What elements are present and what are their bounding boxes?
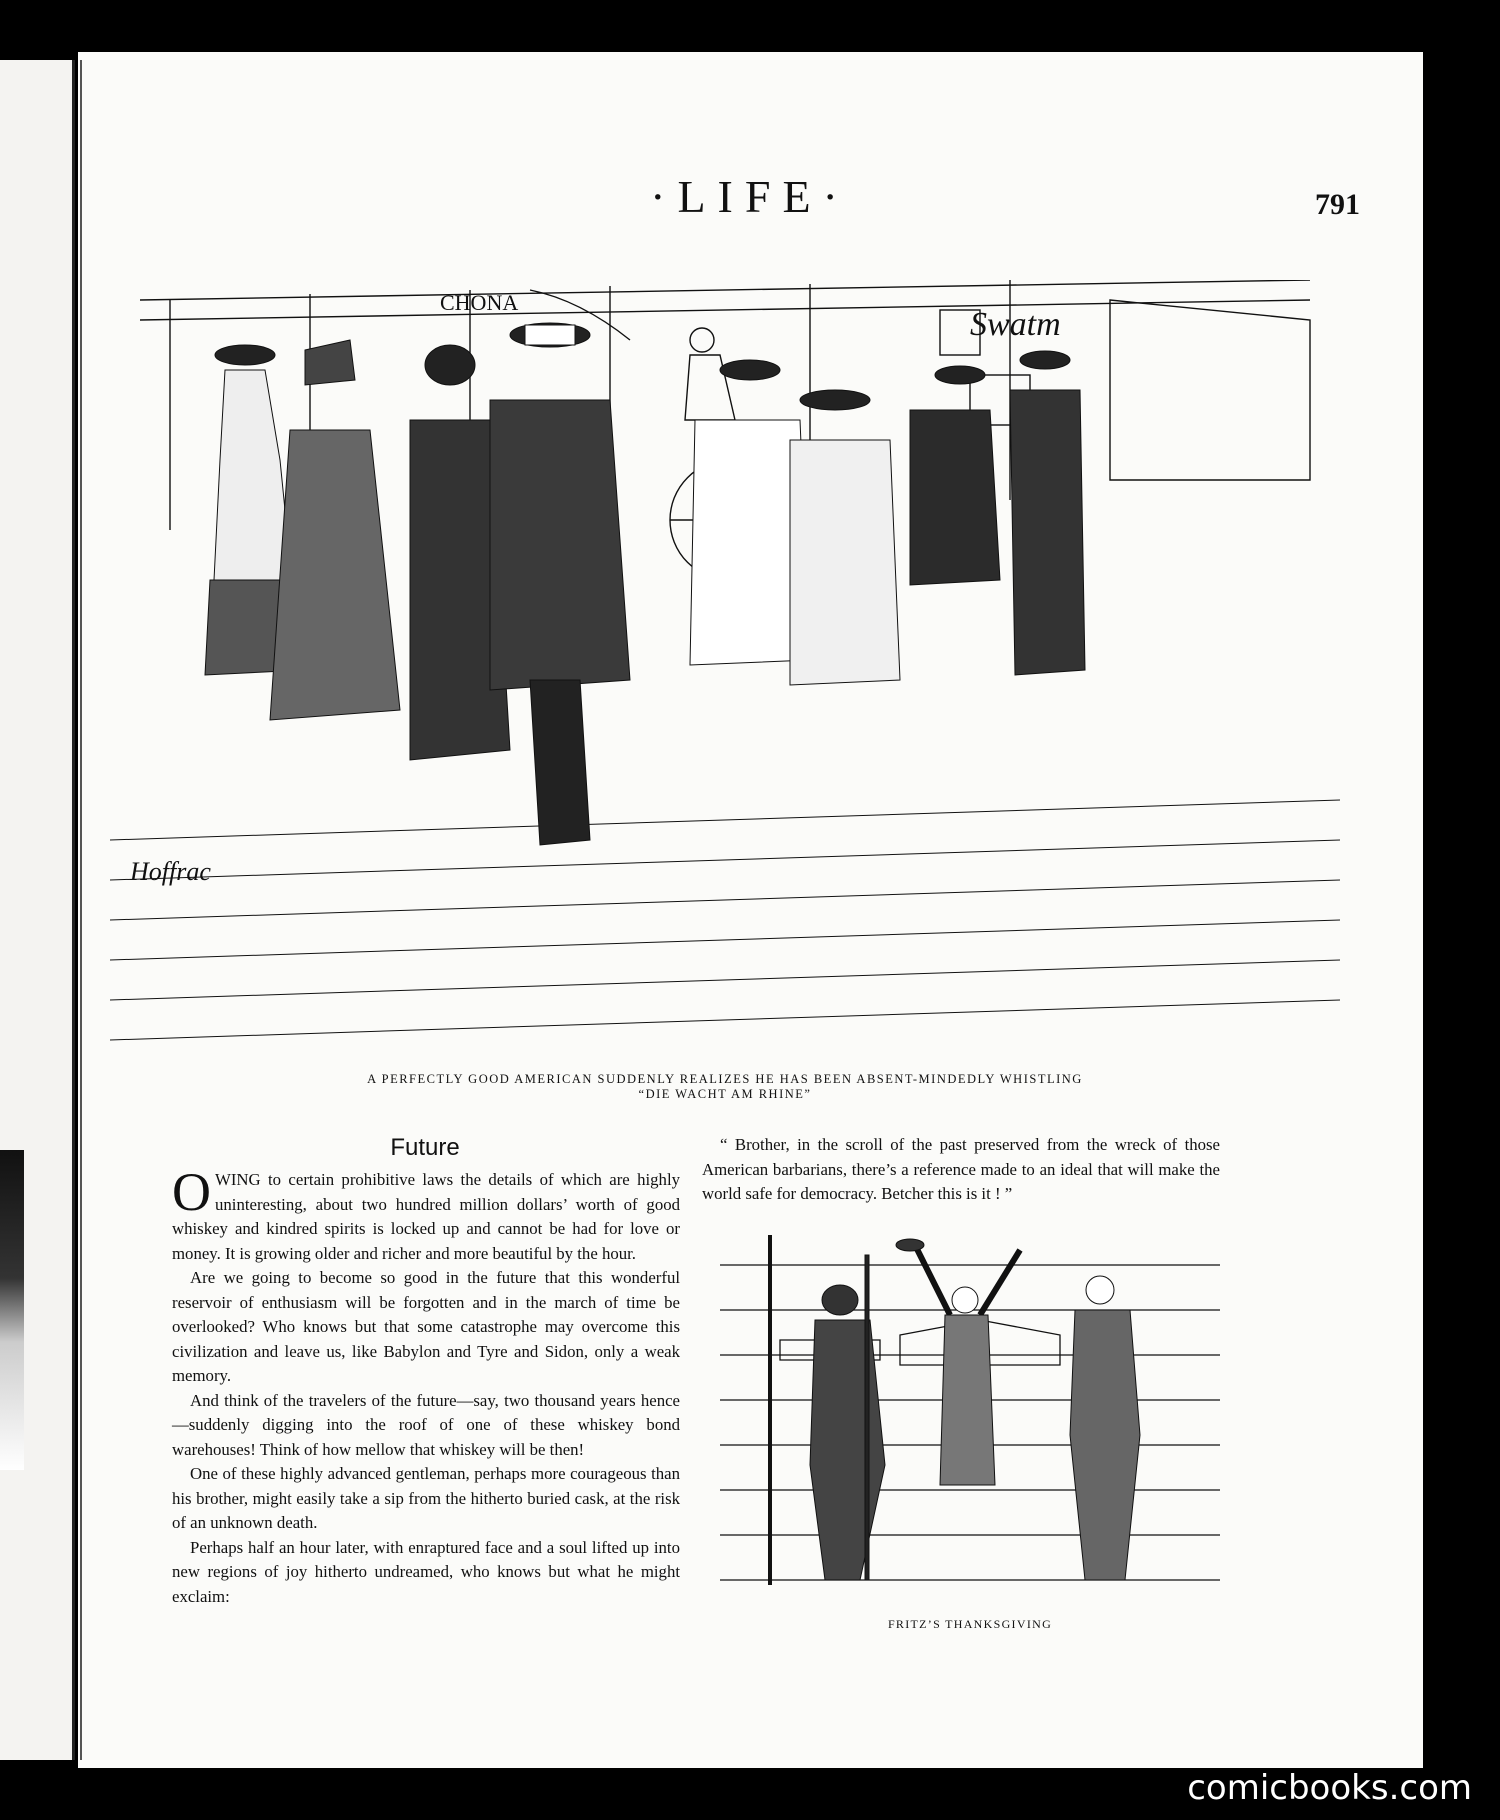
street-scene-cartoon xyxy=(110,280,1340,1050)
paragraph-2: Are we going to become so good in the future that this wonderful reservoir of enthusiasm will be forgotten and in the march of time be overlooked? Who knows but that some catastrophe may overcome this civilization and leave us, like Babylon and Tyre and Sidon, only a weak memory. xyxy=(172,1268,680,1385)
paragraph-1-text: WING to certain prohibitive laws the details of which are highly uninteresting, about two hundred million dollars’ worth of good whiskey and kindred spirits is locked up and cannot be had for love or money. It is growing older and richer and more beautiful by the hour. xyxy=(172,1170,680,1263)
artist-signature: Hoffrac xyxy=(130,857,211,886)
paragraph-1 xyxy=(172,1162,680,1266)
page-gutter xyxy=(80,60,82,1760)
paragraph-5: Perhaps half an hour later, with enraptured face and a soul lifted up into new regions of joy hitherto undreamed, who knows but what he might exclaim: xyxy=(172,1537,680,1606)
paragraph-3: And think of the travelers of the future—say, two thousand years hence—suddenly digging into the roof of one of these whiskey bond warehouses! Think of how mellow that whiskey will be then! xyxy=(172,1390,680,1459)
facing-page-edge xyxy=(0,60,75,1760)
drop-cap: O xyxy=(172,1162,211,1222)
main-caption-line2: “DIE WACHT AM RHINE” xyxy=(638,1087,812,1101)
article-column-right xyxy=(702,1133,1220,1207)
watermark: comicbooks.com xyxy=(1187,1768,1472,1808)
main-caption-line1: A PERFECTLY GOOD AMERICAN SUDDENLY REALIZES HE HAS BEEN ABSENT-MINDEDLY WHISTLING xyxy=(367,1072,1083,1086)
shop-sign-right: Swatm xyxy=(970,306,1061,343)
article-title: Future xyxy=(390,1134,460,1161)
shop-sign-left: CHONA xyxy=(440,290,519,315)
article-column-left xyxy=(172,1162,680,1609)
facing-page-illustration-fragment xyxy=(0,1150,24,1470)
page-number: 791 xyxy=(1315,188,1360,221)
fence-cartoon-caption: FRITZ’S THANKSGIVING xyxy=(887,1617,1053,1631)
running-head: ·LIFE· xyxy=(650,171,850,222)
main-cartoon-caption xyxy=(210,1072,1240,1102)
fence-cartoon xyxy=(720,1235,1220,1605)
paragraph-6: “ Brother, in the scroll of the past preserved from the wreck of those American barbarians, there’s a reference made to an ideal that will make the world safe for democracy. Betcher this is it ! ” xyxy=(702,1135,1220,1203)
paragraph-4: One of these highly advanced gentleman, perhaps more courageous than his brother, might easily take a sip from the hitherto buried cask, at the risk of an unknown death. xyxy=(172,1464,680,1532)
